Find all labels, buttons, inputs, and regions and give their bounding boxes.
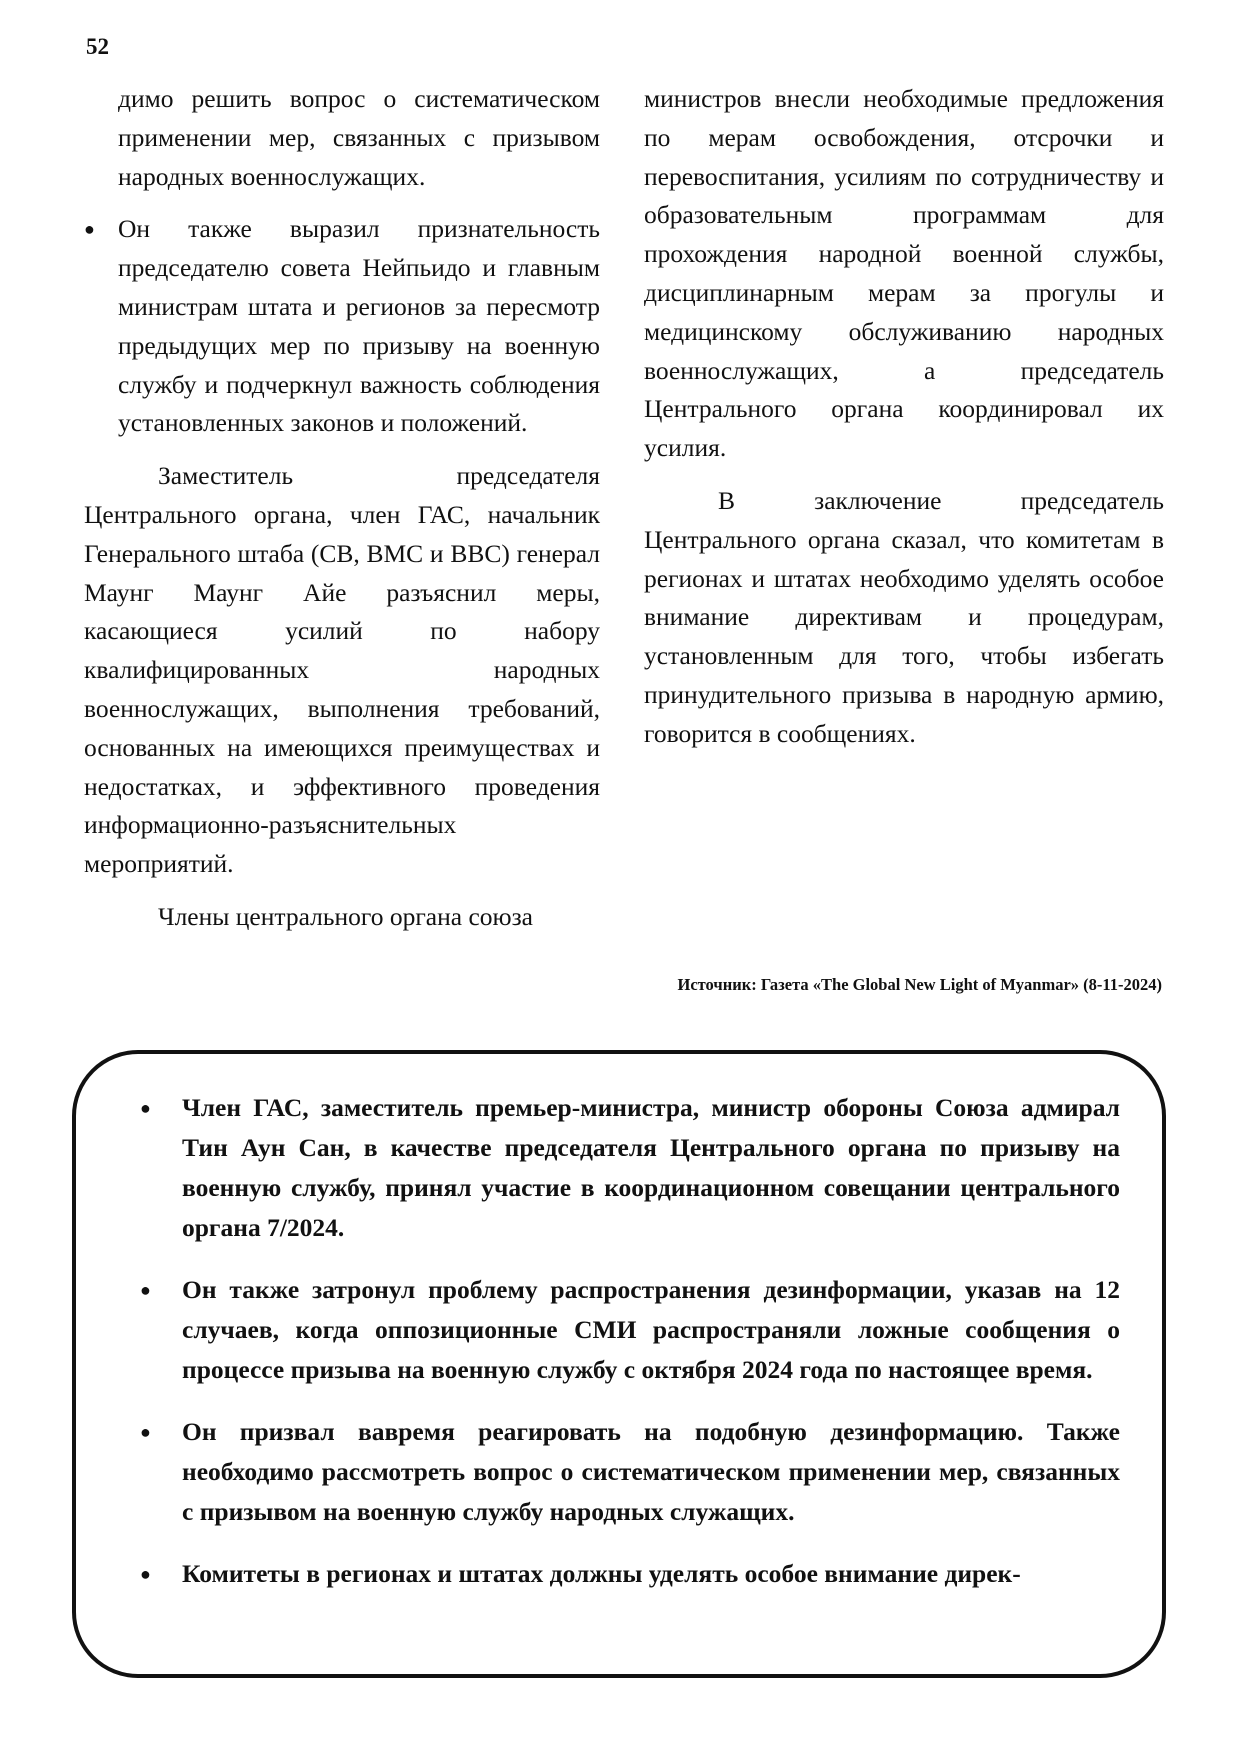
paragraph: Члены центрального органа союза [158,901,533,931]
paragraph: министров внесли необходимые предложения по мерам освобождения, отсрочки и перевоспитания, усилиям по сотрудничеству и образовательным программам для прохождения народной военной службы, дисциплинарным мерам за прогулы и медицинскому обслуживанию народных военнослужащих, а председатель Центрального органа координировал их усилия. [644,84,1164,463]
bullet-icon: ● [140,1564,151,1584]
paragraph: В заключение председатель Центрального органа сказал, что комитетам в регионах и штатах необходимо уделять особое внимание директивам и процедурам, установленным для того, чтобы избегать принудительного призыва в народную армию, говорится в сообщениях. [644,485,1164,748]
summary-text: Комитеты в регионах и штатах должны уделять особое внимание дирек- [182,1559,1021,1588]
bullet-icon: ● [140,1422,151,1442]
summary-item [140,1088,1120,1248]
bullet-item-continued [84,80,600,196]
continued-text: димо решить вопрос о систематическом применении мер, связанных с призывом народных военнослужащих. [118,84,600,191]
summary-box [72,1050,1166,1678]
bullet-item [84,210,600,443]
left-bullet-list [84,80,600,443]
summary-item [140,1412,1120,1532]
summary-text: Член ГАС, заместитель премьер-министра, министр обороны Союза адмирал Тин Аун Сан, в качестве председателя Центрального органа по призыву на военную службу, принял участие в координационном совещании центрального органа 7/2024. [182,1093,1120,1242]
summary-text: Он призвал вавремя реагировать на подобную дезинформацию. Также необходимо рассмотреть вопрос о систематическом применении мер, связанных с призывом на военную службу народных служащих. [182,1417,1120,1526]
paragraph: Заместитель председателя Центрального органа, член ГАС, начальник Генерального штаба (СВ, ВМС и ВВС) генерал Маунг Маунг Айе разъяснил меры, касающиеся усилий по набору квалифицированных народных военнослужащих, выполнения требований, основанных на имеющихся преимуществах и недостатках, и эффективного проведения информационно-разъяснительных мероприятий. [84,461,600,879]
bullet-icon: ● [140,1280,151,1300]
summary-item [140,1270,1120,1390]
page-number: 52 [86,34,109,59]
source-citation: Источник: Газета «The Global New Light of Myanmar» (8-11-2024) [677,975,1162,994]
bullet-icon: ● [140,1098,151,1118]
left-column [84,80,600,951]
bullet-icon: ● [84,219,95,240]
bullet-text: Он также выразил признательность председателю совета Нейпьидо и главным министрам штата и регионов за пересмотр предыдущих мер по призыву на военную службу и подчеркнул важность соблюдения установленных законов и положений. [118,214,600,438]
summary-item [140,1554,1120,1594]
right-column [644,80,1164,768]
summary-list [140,1088,1120,1594]
summary-text: Он также затронул проблему распространения дезинформации, указав на 12 случаев, когда оппозиционные СМИ распространяли ложные сообщения о процессе призыва на военную службу с октября 2024 года по настоящее время. [182,1275,1120,1384]
